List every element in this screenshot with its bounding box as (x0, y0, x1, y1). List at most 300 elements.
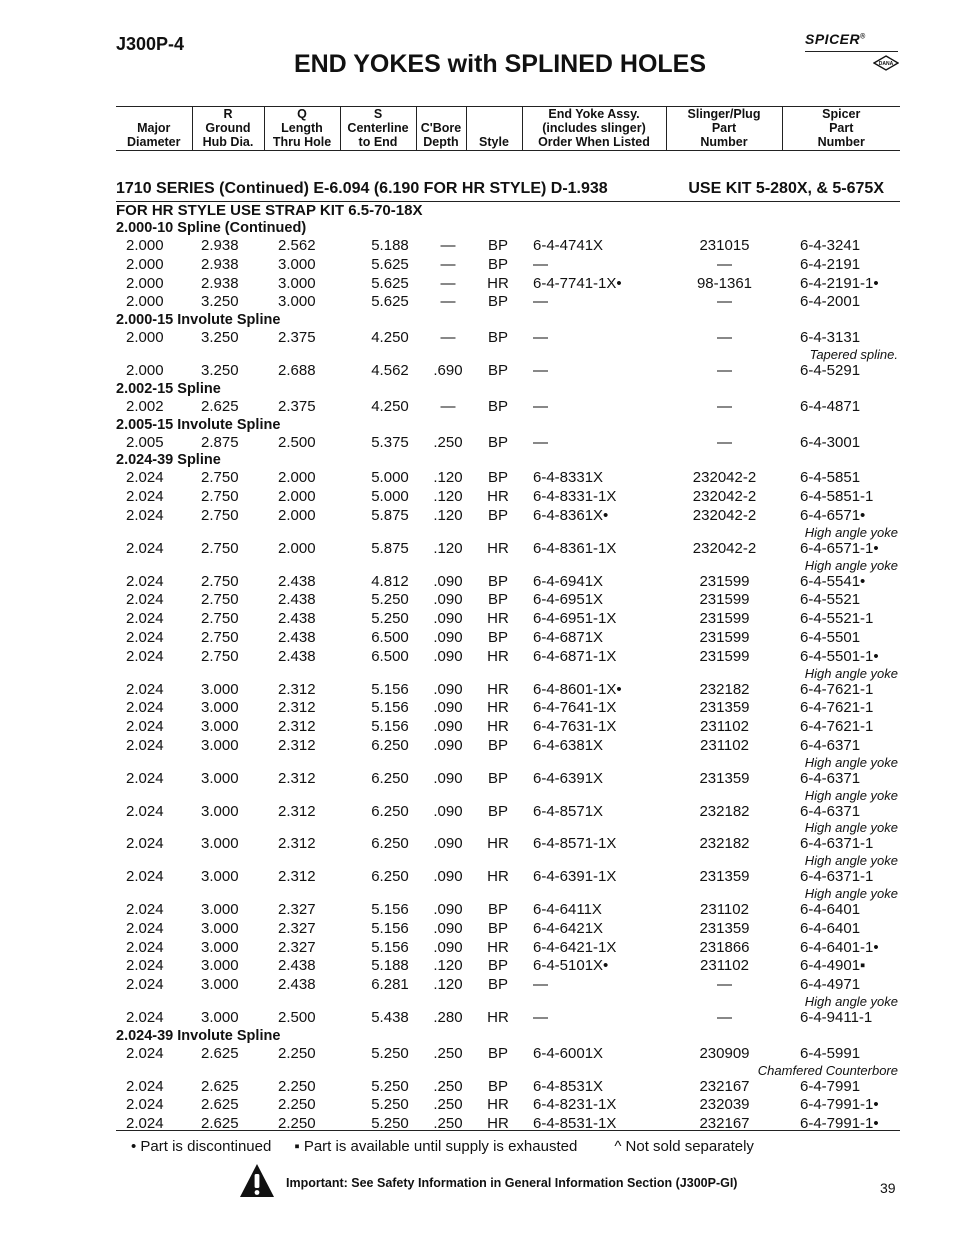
table-row (116, 699, 900, 718)
table-cell: 6-4-6951-1X (533, 610, 617, 628)
table-cell: .090 (433, 802, 463, 820)
table-cell: 2.000 (126, 255, 164, 273)
table-cell: 2.024 (126, 957, 164, 975)
dana-logo-icon (873, 55, 899, 71)
table-cell: 6-4-6401 (800, 919, 861, 937)
table-cell: 6-4-7741-1X• (533, 274, 622, 292)
table-cell: 6.250 (371, 835, 409, 853)
table-cell: 5.250 (371, 610, 409, 628)
table-cell: 232182 (699, 680, 750, 698)
table-cell: HR (487, 647, 509, 665)
table-row (116, 629, 900, 648)
table-row (116, 434, 900, 453)
table-cell: 2.938 (201, 255, 239, 273)
table-cell: BP (487, 976, 508, 994)
table-cell: 2.625 (201, 1115, 239, 1133)
table-cell: 6-4-8331X (533, 469, 604, 487)
table-cell: 6-4-6371-1 (800, 868, 874, 886)
table-cell: .690 (433, 361, 463, 379)
table-cell: 231599 (699, 572, 750, 590)
table-cell: — (440, 397, 456, 415)
column-header-line: Length (281, 121, 323, 135)
table-row (116, 610, 900, 629)
table-cell: 6-4-9411-1 (800, 1008, 873, 1026)
table-cell: 6-4-7621-1 (800, 680, 874, 698)
table-cell: 6-4-6391X (533, 769, 604, 787)
column-header-line: Major (137, 121, 171, 135)
table-cell: 2.750 (201, 591, 239, 609)
table-cell: .090 (433, 736, 463, 754)
table-cell: 2.750 (201, 506, 239, 524)
table-cell: — (440, 237, 456, 254)
table-cell: 2.024 (126, 1115, 164, 1133)
table-cell: 6-4-6951X (533, 591, 604, 609)
table-cell: 2.750 (201, 488, 239, 506)
table-cell: — (533, 433, 548, 451)
table-cell: 232042-2 (692, 488, 757, 506)
group-title: 2.005-15 Involute Spline (116, 416, 281, 433)
row-note: High angle yoke (804, 787, 898, 803)
table-cell: 231599 (699, 628, 750, 646)
table-cell: 3.000 (201, 736, 239, 754)
table-cell: 2.438 (278, 591, 316, 609)
table-cell: 2.750 (201, 469, 239, 487)
table-cell: 2.024 (126, 572, 164, 590)
table-cell: 2.750 (201, 610, 239, 628)
table-cell: 2.312 (278, 680, 316, 698)
table-cell: 6-4-5851-1 (800, 488, 874, 506)
table-cell: 3.000 (201, 680, 239, 698)
table-cell: .120 (433, 506, 463, 524)
table-cell: 6-4-6411X (533, 900, 602, 918)
strap-kit-note: FOR HR STYLE USE STRAP KIT 6.5-70-18X (116, 202, 423, 219)
table-cell: 2.002 (126, 397, 164, 415)
series-heading (116, 179, 900, 202)
table-cell: 2.024 (126, 628, 164, 646)
table-cell: BP (487, 802, 508, 820)
table-cell: 3.000 (201, 699, 239, 717)
important-notice: Important: See Safety Information in General Information Section (J300P-GI) (286, 1176, 738, 1190)
column-header (264, 107, 340, 151)
table-cell: 6-4-5101X• (533, 957, 609, 975)
table-cell: 6-4-4871 (800, 397, 861, 415)
table-cell: 2.327 (278, 938, 316, 956)
table-cell: 2.438 (278, 610, 316, 628)
table-cell: 2.024 (126, 976, 164, 994)
table-cell: 5.156 (371, 680, 409, 698)
table-cell: 2.250 (278, 1044, 316, 1062)
table-cell: BP (487, 397, 508, 415)
table-row (116, 329, 900, 348)
column-header-line: Depth (423, 135, 459, 149)
table-cell: 2.024 (126, 919, 164, 937)
table-cell: 2.750 (201, 572, 239, 590)
table-row (116, 976, 900, 995)
table-cell: 3.000 (278, 274, 316, 292)
table-cell: 2.000 (126, 237, 164, 254)
table-cell: 2.024 (126, 488, 164, 506)
table-row (116, 737, 900, 756)
table-cell: — (717, 255, 732, 273)
table-cell: HR (487, 539, 509, 557)
column-header (666, 107, 782, 151)
table-cell: .280 (433, 1008, 463, 1026)
column-header-line (469, 107, 520, 121)
table-cell: BP (487, 1044, 508, 1062)
table-cell: 232042-2 (692, 469, 757, 487)
group-title: 2.024-39 Spline (116, 452, 221, 469)
table-cell: 232167 (699, 1115, 750, 1133)
column-header (522, 107, 666, 151)
table-cell: — (717, 329, 732, 347)
table-cell: 6.250 (371, 802, 409, 820)
table-cell: 6-4-3001 (800, 433, 861, 451)
table-cell: 6.500 (371, 628, 409, 646)
table-cell: 6-4-5501-1• (800, 647, 879, 665)
table-cell: 5.156 (371, 938, 409, 956)
table-cell: HR (487, 835, 509, 853)
table-cell: 6.250 (371, 736, 409, 754)
table-cell: — (717, 433, 732, 451)
table-cell: 6-4-4971 (800, 976, 861, 994)
table-cell: 3.000 (201, 835, 239, 853)
table-cell: — (533, 293, 548, 311)
table-row (116, 256, 900, 275)
table-cell: 5.438 (371, 1008, 409, 1026)
column-header (466, 107, 522, 151)
table-cell: 2.024 (126, 1044, 164, 1062)
table-cell: .090 (433, 699, 463, 717)
row-note: High angle yoke (804, 754, 898, 770)
table-cell: 6-4-4901▪ (800, 957, 866, 975)
table-cell: 2.024 (126, 868, 164, 886)
table-cell: 5.188 (371, 237, 409, 254)
table-cell: .120 (433, 488, 463, 506)
table-cell: 2.938 (201, 274, 239, 292)
table-cell: — (717, 397, 732, 415)
series-kit: USE KIT 5-280X, & 5-675X (688, 180, 884, 197)
legend-not-sold: ^ Not sold separately (614, 1138, 754, 1155)
table-cell: 2.024 (126, 835, 164, 853)
table-cell: 232167 (699, 1077, 750, 1095)
table-cell: — (533, 1008, 548, 1026)
table-cell: BP (487, 628, 508, 646)
table-cell: .250 (433, 1115, 463, 1133)
table-cell: 4.562 (371, 361, 409, 379)
table-cell: 231359 (699, 919, 750, 937)
table-cell: — (440, 293, 456, 311)
table-cell: .090 (433, 835, 463, 853)
table-cell: 4.250 (371, 397, 409, 415)
table-row (116, 901, 900, 920)
legend-discontinued: • Part is discontinued (131, 1138, 272, 1155)
table-cell: 2.000 (278, 506, 316, 524)
row-note: Chamfered Counterbore (757, 1062, 898, 1078)
table-cell: 98-1361 (696, 274, 753, 292)
column-header (340, 107, 416, 151)
table-cell: 6-4-6371 (800, 736, 861, 754)
row-note: Tapered spline. (809, 346, 898, 362)
table-cell: .090 (433, 680, 463, 698)
column-header-line: Part (711, 121, 737, 135)
column-header-line: S (373, 107, 383, 121)
table-cell: 2.327 (278, 900, 316, 918)
table-cell: 2.024 (126, 736, 164, 754)
table-cell: 6-4-5991 (800, 1044, 861, 1062)
table-cell: 2.500 (278, 1008, 316, 1026)
document-code: J300P-4 (116, 34, 185, 54)
table-cell: 3.000 (201, 718, 239, 736)
table-cell: 2.312 (278, 802, 316, 820)
table-cell: 5.625 (371, 255, 409, 273)
table-cell: 231599 (699, 610, 750, 628)
table-cell: 5.250 (371, 1096, 409, 1114)
table-cell: 6-4-8331-1X (533, 488, 617, 506)
table-cell: 6-4-6871X (533, 628, 604, 646)
table-cell: 2.000 (126, 293, 164, 311)
table-cell: HR (487, 718, 509, 736)
column-header-line: Diameter (127, 135, 181, 149)
table-cell: 232039 (699, 1096, 750, 1114)
column-header-line: Centerline (347, 121, 409, 135)
table-cell: 4.250 (371, 329, 409, 347)
table-cell: BP (487, 469, 508, 487)
table-cell: 3.000 (278, 293, 316, 311)
table-cell: 5.188 (371, 957, 409, 975)
table-row (116, 591, 900, 610)
table-cell: 3.250 (201, 329, 239, 347)
table-cell: 6-4-8571X (533, 802, 604, 820)
table-cell: BP (487, 919, 508, 937)
table-cell: 2.438 (278, 957, 316, 975)
table-cell: .090 (433, 628, 463, 646)
table-cell: 5.875 (371, 539, 409, 557)
table-cell: 3.250 (201, 293, 239, 311)
table-cell: .250 (433, 1077, 463, 1095)
table-row (116, 275, 900, 294)
column-header-line: to End (358, 135, 398, 149)
table-cell: 6-4-8231-1X (533, 1096, 617, 1114)
table-cell: .090 (433, 868, 463, 886)
table-cell: .090 (433, 718, 463, 736)
table-cell: 2.312 (278, 868, 316, 886)
table-row (116, 939, 900, 958)
column-header-line (469, 121, 520, 135)
table-cell: 6-4-7991 (800, 1077, 861, 1095)
group-title: 2.024-39 Involute Spline (116, 1027, 281, 1044)
table-cell: 6-4-3131 (800, 329, 861, 347)
table-cell: 2.024 (126, 1008, 164, 1026)
table-cell: 6.281 (371, 976, 409, 994)
warning-icon (239, 1163, 275, 1199)
table-cell: 2.000 (278, 539, 316, 557)
table-cell: HR (487, 610, 509, 628)
table-cell: .090 (433, 572, 463, 590)
table-cell: 232182 (699, 802, 750, 820)
table-cell: 6-4-5291 (800, 361, 861, 379)
table-cell: 2.024 (126, 591, 164, 609)
spline-groups (116, 220, 900, 1134)
table-cell: 6-4-7991-1• (800, 1096, 879, 1114)
table-cell: 6-4-6391-1X (533, 868, 617, 886)
table-cell: HR (487, 938, 509, 956)
table-cell: 6-4-8361X• (533, 506, 609, 524)
table-cell: 6-4-6371-1 (800, 835, 874, 853)
table-cell: 6.500 (371, 647, 409, 665)
table-cell: BP (487, 329, 508, 347)
table-cell: HR (487, 1096, 509, 1114)
table-cell: 5.000 (371, 488, 409, 506)
column-header-line: Order When Listed (538, 135, 650, 149)
table-cell: HR (487, 1008, 509, 1026)
table-cell: .090 (433, 647, 463, 665)
row-note: High angle yoke (804, 557, 898, 573)
table-cell: .120 (433, 539, 463, 557)
table-cell: BP (487, 293, 508, 311)
table-cell: 6-4-4741X (533, 237, 604, 254)
table-cell: 6.250 (371, 868, 409, 886)
group-title: 2.000-10 Spline (Continued) (116, 220, 307, 236)
table-cell: BP (487, 769, 508, 787)
table-body (116, 178, 900, 1134)
table-cell: 2.625 (201, 1044, 239, 1062)
table-cell: .090 (433, 591, 463, 609)
table-cell: 2.250 (278, 1096, 316, 1114)
column-header-line: R (223, 107, 233, 121)
table-cell: BP (487, 900, 508, 918)
table-cell: BP (487, 506, 508, 524)
table-cell: 2.000 (126, 329, 164, 347)
table-row (116, 718, 900, 737)
table-row (116, 1009, 900, 1028)
table-cell: 2.625 (201, 397, 239, 415)
table-cell: BP (487, 1077, 508, 1095)
table-cell: 232042-2 (692, 506, 757, 524)
column-header (416, 107, 466, 151)
table-cell: 6-4-7621-1 (800, 699, 874, 717)
column-header-line: Ground (205, 121, 251, 135)
table-cell: 231359 (699, 699, 750, 717)
table-cell: 3.000 (201, 868, 239, 886)
table-cell: 6-4-5521-1 (800, 610, 874, 628)
table-cell: BP (487, 591, 508, 609)
table-cell: 2.562 (278, 237, 316, 254)
table-cell: 5.156 (371, 699, 409, 717)
table-cell: — (533, 329, 548, 347)
table-row (116, 362, 900, 381)
series-title: 1710 SERIES (Continued) E-6.094 (6.190 FOR HR STYLE) D-1.938 (116, 180, 608, 197)
column-header-line: (includes slinger) (542, 121, 646, 135)
group-title: 2.000-15 Involute Spline (116, 312, 281, 329)
brand-block (805, 31, 900, 67)
table-cell: 3.000 (201, 976, 239, 994)
table-cell: 230909 (699, 1044, 750, 1062)
table-cell: 231102 (700, 718, 749, 736)
column-header-line: Slinger/Plug (687, 107, 761, 121)
table-cell: 6-4-7991-1• (800, 1115, 879, 1133)
column-header-line: Number (700, 135, 748, 149)
table-cell: 6-4-7631-1X (533, 718, 617, 736)
table-cell: 2.875 (201, 433, 239, 451)
table-cell: BP (487, 237, 508, 254)
table-cell: 2.625 (201, 1077, 239, 1095)
table-cell: 2.438 (278, 976, 316, 994)
legend-supply: ▪ Part is available until supply is exhausted (294, 1138, 578, 1155)
table-cell: 6-4-6421X (533, 919, 604, 937)
table-cell: 3.000 (201, 919, 239, 937)
table-cell: 3.000 (201, 1008, 239, 1026)
table-cell: — (533, 976, 548, 994)
table-cell: .090 (433, 900, 463, 918)
table-cell: 6-4-6941X (533, 572, 604, 590)
table-cell: 2.312 (278, 769, 316, 787)
table-cell: 5.250 (371, 1077, 409, 1095)
column-header-line: Style (479, 135, 509, 149)
table-cell: 3.000 (278, 255, 316, 273)
table-cell: BP (487, 736, 508, 754)
table-cell: 2.024 (126, 1096, 164, 1114)
table-cell: 3.000 (201, 938, 239, 956)
footer-divider (116, 1130, 900, 1131)
column-header-row (116, 107, 900, 151)
table-cell: 2.024 (126, 900, 164, 918)
table-cell: 2.312 (278, 699, 316, 717)
table-cell: HR (487, 699, 509, 717)
table-cell: 6-4-7641-1X (533, 699, 617, 717)
table-cell: 2.750 (201, 628, 239, 646)
table-cell: 2.750 (201, 539, 239, 557)
table-row (116, 648, 900, 667)
row-note: High angle yoke (804, 665, 898, 681)
table-cell: — (533, 397, 548, 415)
table-cell: 6-4-6401-1• (800, 938, 879, 956)
table-cell: 2.024 (126, 647, 164, 665)
table-cell: 6-4-6571• (800, 506, 866, 524)
table-row (116, 803, 900, 822)
table-cell: 231015 (699, 237, 750, 254)
table-cell: 6-4-6871-1X (533, 647, 617, 665)
table-cell: 6-4-8601-1X• (533, 680, 622, 698)
table-cell: .120 (433, 469, 463, 487)
table-cell: .090 (433, 919, 463, 937)
table-cell: 2.938 (201, 237, 239, 254)
table-cell: 2.024 (126, 769, 164, 787)
brand-rule (805, 51, 898, 52)
table-row (116, 681, 900, 700)
table-cell: HR (487, 680, 509, 698)
table-cell: 5.625 (371, 293, 409, 311)
column-header-line (419, 107, 464, 121)
table-row (116, 488, 900, 507)
table-cell: 231599 (699, 647, 750, 665)
column-header (116, 107, 192, 151)
column-header-line: Spicer (822, 107, 861, 121)
table-cell: 5.625 (371, 274, 409, 292)
table-cell: BP (487, 255, 508, 273)
table-cell: 5.375 (371, 433, 409, 451)
table-cell: 6-4-5521 (800, 591, 861, 609)
table-row (116, 920, 900, 939)
table-cell: 2.024 (126, 610, 164, 628)
table-row (116, 1045, 900, 1064)
table-cell: 6-4-6371 (800, 802, 861, 820)
table-cell: BP (487, 433, 508, 451)
table-row (116, 507, 900, 526)
column-header-line: Number (817, 135, 865, 149)
table-cell: 6-4-6421-1X (533, 938, 617, 956)
table-cell: 3.000 (201, 900, 239, 918)
table-cell: 6-4-7621-1 (800, 718, 874, 736)
